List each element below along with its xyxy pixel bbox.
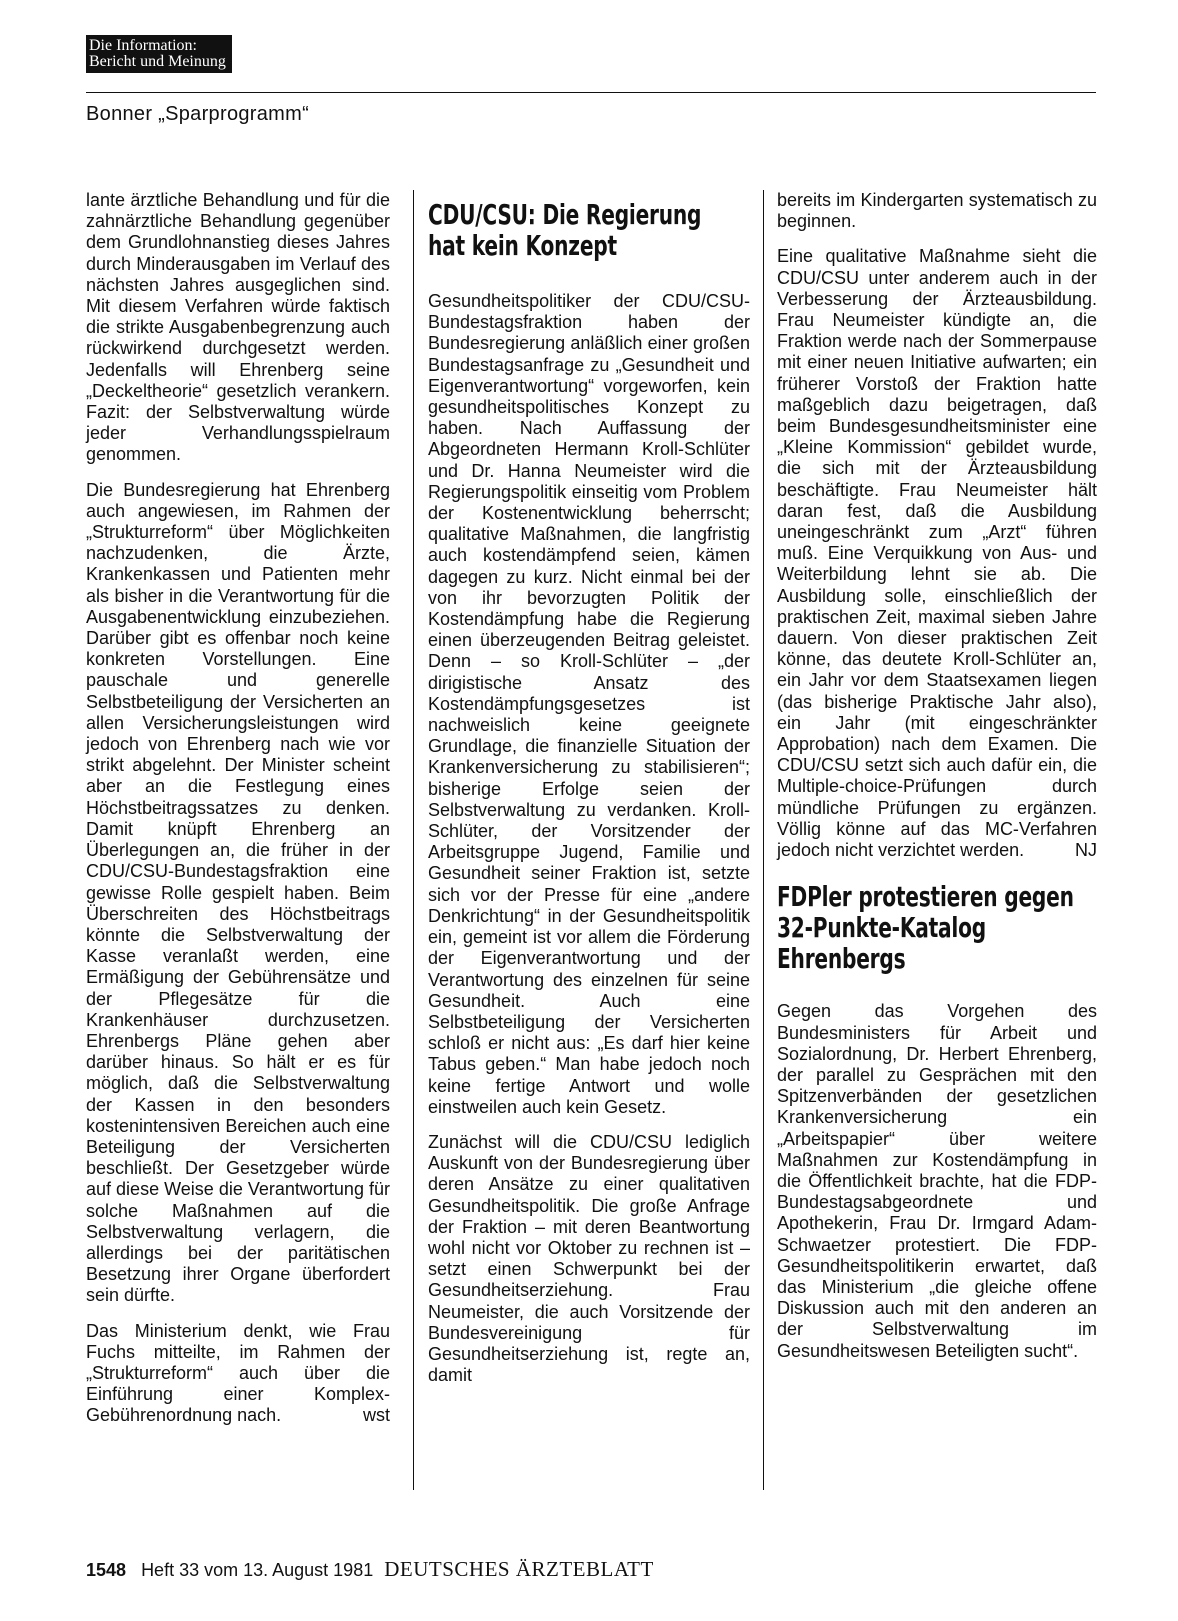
paragraph: Gesundheitspolitiker der CDU/CSU-Bundestagsfraktion haben der Bundesregierung anläßlich einer großen Bundestagsanfrage zu „Gesundheit und Eigenverantwortung“ vorgeworfen, kein gesundheitspolitisches Konzept zu haben. Nach Auffassung der Abgeordneten Hermann Kroll-Schlüter und Dr. Hanna Neumeister wird die Regierungspolitik einseitig vom Problem der Kostenentwicklung beherrscht; qualitative Maßnahmen, die langfristig auch kostendämpfend seien, kämen dagegen zu kurz. Nicht einmal bei der von ihr bevorzugten Politik der Kostendämpfung habe die Regierung einen überzeugenden Beitrag geleistet. Denn – so Kroll-Schlüter – „der dirigistische Ansatz des Kostendämpfungsgesetzes ist nachweislich keine geeignete Grundlage, die finanzielle Situation der Krankenversicherung zu stabilisieren“; bisherige Erfolge seien der Selbstverwaltung zu verdanken. Kroll-Schlüter, der Vorsitzender der Arbeitsgruppe Jugend, Familie und Gesundheit seiner Fraktion ist, setzte sich vor der Presse für eine „andere Denkrichtung“ in der Gesundheitspolitik ein, gemeint ist vor allem die Förderung der Eigenverantwortung und der Verantwortung des einzelnen für seine Gesundheit. Auch eine Selbstbeteiligung der Versicherten schloß er nicht aus: „Es darf hier keine Tabus geben.“ Man habe jedoch noch keine fertige Antwort und wolle einstweilen auch kein Gesetz. xyxy=(428,291,750,1117)
paragraph: lante ärztliche Behandlung und für die zahnärztliche Behandlung gegenüber dem Grundlohnanstieg dieses Jahres durch Minderausgaben im Verlauf des nächsten Jahres ausgeglichen sind. Mit diesem Verfahren würde faktisch die strikte Ausgabenbegrenzung auch rückwirkend durchgesetzt werden. Jedenfalls will Ehrenberg seine „Deckeltheorie“ gesetzlich verankern. Fazit: der Selbstverwaltung würde jeder Verhandlungsspielraum genommen. xyxy=(86,190,390,465)
paragraph: Gegen das Vorgehen des Bundesministers für Arbeit und Sozialordnung, Dr. Herbert Ehrenberg, der parallel zu Gesprächen mit den Spitzenverbänden der gesetzlichen Krankenversicherung ein „Arbeitspapier“ über weitere Maßnahmen zur Kostendämpfung in die Öffentlichkeit brachte, hat die FDP-Bundestagsabgeordnete und Apothekerin, Frau Dr. Irmgard Adam-Schwaetzer protestiert. Die FDP-Gesundheitspolitikerin erwartet, daß das Ministerium „die gleiche offene Diskussion auch mit den anderen an der Selbstverwaltung im Gesundheitswesen Beteiligten sucht“. xyxy=(777,1001,1097,1361)
paragraph: bereits im Kindergarten systematisch zu beginnen. xyxy=(777,190,1097,232)
paragraph xyxy=(777,246,1097,861)
column-rule-1 xyxy=(413,190,414,1490)
paragraph xyxy=(86,1321,390,1427)
column-rule-2 xyxy=(763,190,764,1490)
section-label-line1: Die Information: xyxy=(89,37,197,54)
column-1 xyxy=(86,190,390,1441)
top-rule xyxy=(86,92,1096,93)
article-headline: CDU/CSU: Die Regierung hat kein Konzept xyxy=(428,198,702,262)
paragraph: Die Bundesregierung hat Ehrenberg auch angewiesen, im Rahmen der „Strukturreform“ über Möglichkeiten nachzudenken, die Ärzte, Krankenkassen und Patienten mehr als bisher in die Verantwortung für die Ausgabenentwicklung einzubeziehen. Darüber gibt es offenbar noch keine konkreten Vorstellungen. Eine pauschale und generelle Selbstbeteiligung der Versicherten an allen Versicherungsleistungen wird jedoch von Ehrenberg nach wie vor strikt abgelehnt. Der Minister scheint aber an die Festlegung eines Höchstbeitragssatzes zu denken. Damit knüpft Ehrenberg an Überlegungen an, die früher in der CDU/CSU-Bundestagsfraktion eine gewisse Rolle gespielt haben. Beim Überschreiten des Höchstbeitrags könnte die Selbstverwaltung der Kasse veranlaßt werden, eine Ermäßigung der Gebührensätze und der Pflegesätze für die Krankenhäuser durchzusetzen. Ehrenbergs Pläne gehen aber darüber hinaus. So hält er es für möglich, daß die Selbstverwaltung der Kassen in den besonders kostenintensiven Bereichen auch eine Beteiligung der Versicherten beschließt. Der Gesetzgeber würde auf diese Weise die Verantwortung für solche Maßnahmen auf die Selbstverwaltung verlagern, die allerdings bei der paritätischen Besetzung ihrer Organe überfordert sein dürfte. xyxy=(86,479,390,1306)
paragraph-text: Das Ministerium denkt, wie Frau Fuchs mitteilte, im Rahmen der „Strukturreform“ auch über die Einführung einer Komplex-Gebührenordnung nach. xyxy=(86,1320,390,1426)
issue-info: Heft 33 vom 13. August 1981 xyxy=(141,1560,374,1580)
column-2 xyxy=(428,193,750,1400)
page-footer xyxy=(86,1557,654,1582)
section-label-line2: Bericht und Meinung xyxy=(89,53,226,70)
paragraph: Zunächst will die CDU/CSU lediglich Auskunft von der Bundesregierung über deren Ansätze zu einer qualitativen Gesundheitspolitik. Die große Anfrage der Fraktion – mit deren Beantwortung wohl nicht vor Oktober zu rechnen ist – setzt einen Schwerpunkt bei der Gesundheitserziehung. Frau Neumeister, die auch Vorsitzende der Bundesvereinigung für Gesundheitserziehung ist, regte an, damit xyxy=(428,1131,750,1386)
article-headline: FDPler protestieren gegen 32-Punkte-Katalog Ehrenbergs xyxy=(777,880,1074,976)
page-number: 1548 xyxy=(86,1560,127,1580)
author-signature: NJ xyxy=(1075,840,1097,861)
author-signature: wst xyxy=(363,1405,390,1426)
paragraph-text: Eine qualitative Maßnahme sieht die CDU/CSU unter anderem auch in der Verbesserung der Ärzteausbildung. Frau Neumeister kündigte an, die Fraktion werde nach der Sommerpause mit einer neuen Initiative aufwarten; ein früherer Vorstoß der Fraktion hatte maßgeblich dazu beigetragen, daß beim Bundesgesundheitsminister eine „Kleine Kommission“ gebildet wurde, die sich mit der Ärzteausbildung beschäftigte. Frau Neumeister hält daran fest, daß die Ausbildung uneingeschränkt zum „Arzt“ führen muß. Eine Verquikkung von Aus- und Weiterbildung lehnt sie ab. Die Ausbildung solle, einschließlich der praktischen Zeit, maximal sieben Jahre dauern. Von dieser praktischen Zeit könne, das deutete Kroll-Schlüter an, ein Jahr vor dem Staatsexamen liegen (das bisherige Praktische Jahr also), ein Jahr (mit eingeschränkter Approbation) nach dem Examen. Die CDU/CSU setzt sich auch dafür ein, die Multiple-choice-Prüfungen durch mündliche Prüfungen zu ergänzen. Völlig könne auf das MC-Verfahren jedoch nicht verzichtet werden. xyxy=(777,246,1097,861)
magazine-name: DEUTSCHES ÄRZTEBLATT xyxy=(384,1557,654,1581)
column-3 xyxy=(777,190,1097,1376)
kicker: Bonner „Sparprogramm“ xyxy=(86,103,310,125)
section-label xyxy=(86,35,232,73)
